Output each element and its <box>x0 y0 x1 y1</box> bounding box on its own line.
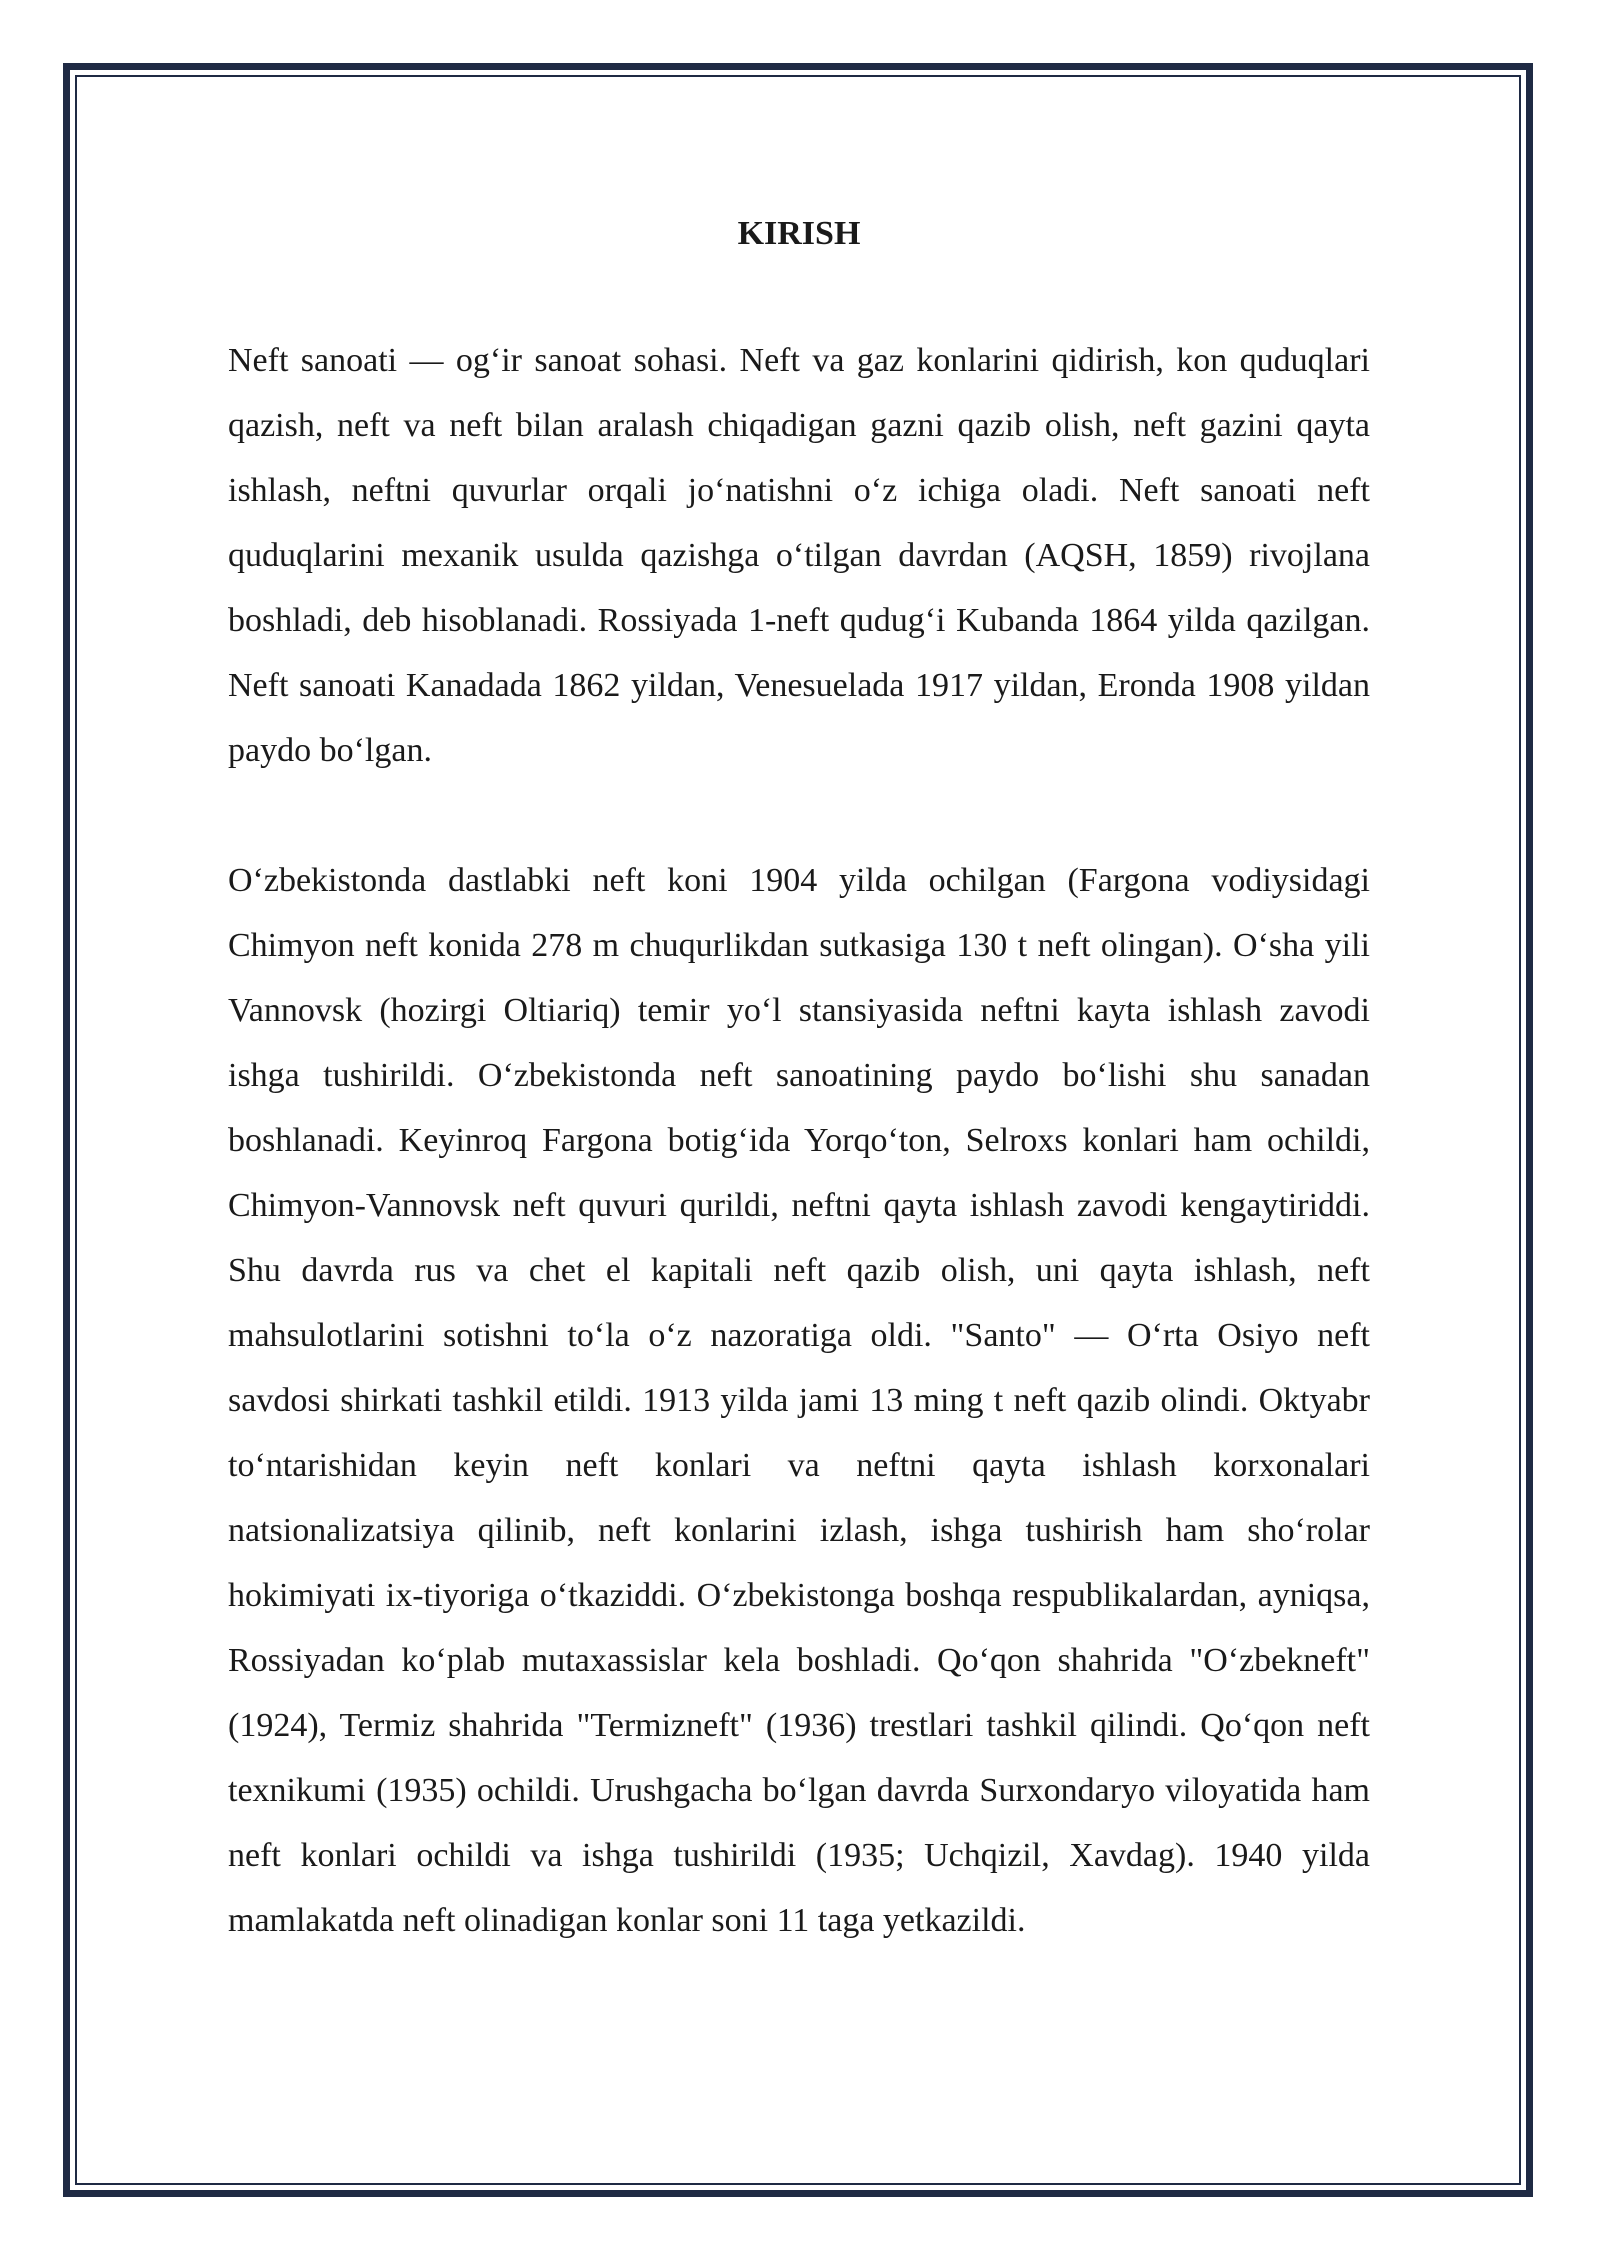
paragraph-intro: Neft sanoati — og‘ir sanoat sohasi. Neft va gaz konlarini qidirish, kon quduqlari qazish, neft va neft bilan aralash chiqadigan gazni qazib olish, neft gazini qayta ishlash, neftni quvurlar orqali jo‘natishni o‘z ichiga oladi. Neft sanoati neft quduqlarini mexanik usulda qazishga o‘tilgan davrdan (AQSH, 1859) rivojlana boshladi, deb hisoblanadi. Rossiyada 1-neft qudug‘i Kubanda 1864 yilda qazilgan. Neft sanoati Kanadada 1862 yildan, Venesuelada 1917 yildan, Eronda 1908 yildan paydo bo‘lgan. <box>228 342 1370 769</box>
document-body <box>228 210 1370 1953</box>
paragraph-uzbekistan-history: O‘zbekistonda dastlabki neft koni 1904 yilda ochilgan (Fargona vodiysidagi Chimyon neft konida 278 m chuqurlikdan sutkasiga 130 t neft olingan). O‘sha yili Vannovsk (hozirgi Oltiariq) temir yo‘l stansiyasida neftni kayta ishlash zavodi ishga tushirildi. O‘zbekistonda neft sanoatining paydo bo‘lishi shu sanadan boshlanadi. Keyinroq Fargona botig‘ida Yorqo‘ton, Selroxs konlari ham ochildi, Chimyon-Vannovsk neft quvuri qurildi, neftni qayta ishlash zavodi kengaytiriddi. Shu davrda rus va chet el kapitali neft qazib olish, uni qayta ishlash, neft mahsulotlarini sotishni to‘la o‘z nazoratiga oldi. "Santo" — O‘rta Osiyo neft savdosi shirkati tashkil etildi. 1913 yilda jami 13 ming t neft qazib olindi. Oktyabr to‘ntarishidan keyin neft konlari va neftni qayta ishlash korxonalari natsionalizatsiya qilinib, neft konlarini izlash, ishga tushirish ham sho‘rolar hokimiyati ix-tiyoriga o‘tkaziddi. O‘zbekistonga boshqa respublikalardan, ayniqsa, Rossiyadan ko‘plab mutaxassislar kela boshladi. Qo‘qon shahrida "O‘zbekneft" (1924), Termiz shahrida "Termizneft" (1936) trestlari tashkil qilindi. Qo‘qon neft texnikumi (1935) ochildi. Urushgacha bo‘lgan davrda Surxondaryo viloyatida ham neft konlari ochildi va ishga tushirildi (1935; Uchqizil, Xavdag). 1940 yilda mamlakatda neft olinadigan konlar soni 11 taga yetkazildi. <box>228 862 1370 1939</box>
page-title: KIRISH <box>737 215 861 252</box>
